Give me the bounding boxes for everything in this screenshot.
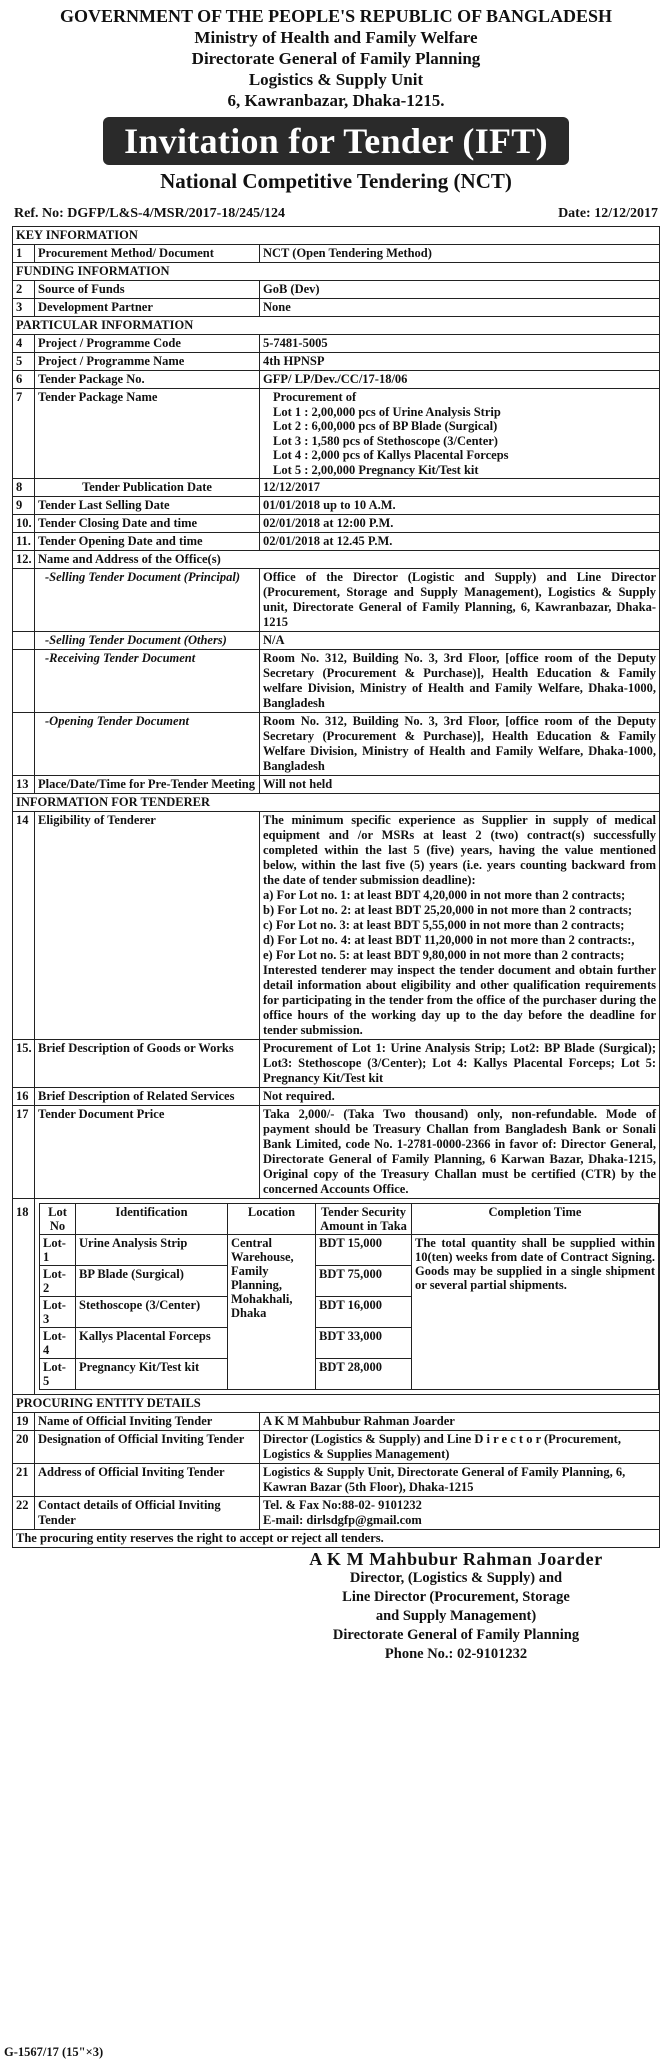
table-row (13, 713, 660, 776)
row-number (13, 569, 35, 632)
row-value (260, 1497, 660, 1530)
row-label: Project / Programme Name (35, 353, 260, 371)
table-row (13, 515, 660, 533)
row-value: Procurement of Lot 1: Urine Analysis Strip; Lot2: BP Blade (Surgical); Lot3: Stethoscope (3/Center); Lot 4: Kallys Placental Forceps; Lot 5: Pregnancy Kit/Test kit (260, 1040, 660, 1088)
row-label: -Selling Tender Document (Principal) (35, 569, 260, 632)
row-value: Office of the Director (Logistic and Supply) and Line Director (Procurement, Storage and Supply Management), Logistics & Supply unit, Directorate General of Family Planning, 6, Kawranbazar, Dhaka-1215 (260, 569, 660, 632)
row-label: -Receiving Tender Document (35, 650, 260, 713)
row-number: 6 (13, 371, 35, 389)
row-number: 5 (13, 353, 35, 371)
row-number: 13 (13, 776, 35, 794)
package-lot: Lot 4 : 2,000 pcs of Kallys Placental Forceps (273, 448, 509, 462)
tender-notice (12, 0, 660, 1664)
contact-email: E-mail: dirlsdgfp@gmail.com (263, 1513, 422, 1527)
row-number: 17 (13, 1106, 35, 1199)
table-row (13, 1431, 660, 1464)
tender-security-amount: BDT 15,000 (316, 1235, 412, 1266)
row-value: 02/01/2018 at 12:00 P.M. (260, 515, 660, 533)
row-label: Tender Document Price (35, 1106, 260, 1199)
row-number (13, 632, 35, 650)
row-value (260, 812, 660, 1040)
row-value: Room No. 312, Building No. 3, 3rd Floor, [office room of the Deputy Secretary (Procurement & Purchase)], Health Education & Family welfare Division, Ministry of Health and Family Welfare, Dhaka-1000, Bangladesh (260, 650, 660, 713)
table-row (13, 371, 660, 389)
eligibility-outro: Interested tenderer may inspect the tender document and obtain further detail information about eligibility and other qualification requirements for participating in the tender from the office of the purchaser during the office hours of the working day up to the day before the deadline for tender submission. (263, 963, 656, 1037)
lot-identification: Kallys Placental Forceps (76, 1328, 228, 1359)
signature-block (12, 1550, 660, 1664)
row-number: 1 (13, 245, 35, 263)
signatory-line-4: Directorate General of Family Planning (332, 1627, 580, 1643)
signatory-line-1: Director, (Logistics & Supply) and (349, 1570, 563, 1586)
eligibility-item: c) For Lot no. 3: at least BDT 5,55,000 in not more than 2 contracts; (263, 918, 625, 932)
row-label: Eligibility of Tenderer (35, 812, 260, 1040)
table-row (13, 1106, 660, 1199)
package-lot: Lot 3 : 1,580 pcs of Stethoscope (3/Center) (273, 433, 498, 448)
lot-table (39, 1203, 659, 1390)
lot-number: Lot-3 (40, 1297, 76, 1328)
table-row (13, 1497, 660, 1530)
row-number: 15. (13, 1040, 35, 1088)
row-label: Address of Official Inviting Tender (35, 1464, 260, 1497)
header-lot-no: Lot No (40, 1204, 76, 1235)
header-line-1: GOVERNMENT OF THE PEOPLE'S REPUBLIC OF BANGLADESH (59, 6, 613, 26)
row-number: 10. (13, 515, 35, 533)
row-value: None (260, 299, 660, 317)
row-number: 2 (13, 281, 35, 299)
row-value: 12/12/2017 (260, 479, 660, 497)
tender-security-amount: BDT 75,000 (316, 1266, 412, 1297)
header-line-2: Ministry of Health and Family Welfare (194, 28, 478, 47)
contact-phone: Tel. & Fax No:88-02- 9101232 (263, 1498, 422, 1512)
header-tender-security: Tender Security Amount in Taka (316, 1204, 412, 1235)
row-value: Room No. 312, Building No. 3, 3rd Floor, [office room of the Deputy Secretary (Procurement & Purchase)], Health Education & Family Welfare Division, Ministry of Health and Family Welfare, Dhaka-1000, Bangladesh (260, 713, 660, 776)
table-row (40, 1235, 659, 1266)
table-row (13, 335, 660, 353)
row-number: 18 (13, 1199, 35, 1395)
table-row (13, 1088, 660, 1106)
row-value: Will not held (260, 776, 660, 794)
row-number: 4 (13, 335, 35, 353)
table-row (13, 533, 660, 551)
row-value: GFP/ LP/Dev./CC/17-18/06 (260, 371, 660, 389)
notice-date: Date: 12/12/2017 (558, 206, 658, 221)
row-value (260, 389, 660, 479)
row-label: Tender Last Selling Date (35, 497, 260, 515)
row-number: 8 (13, 479, 35, 497)
row-number: 16 (13, 1088, 35, 1106)
row-value: Director (Logistics & Supply) and Line D i r e c t o r (Procurement, Logistics & Supplies Management) (260, 1431, 660, 1464)
row-label: Brief Description of Goods or Works (35, 1040, 260, 1088)
tender-security-amount: BDT 28,000 (316, 1359, 412, 1390)
title-banner: Invitation for Tender (IFT) (103, 117, 569, 165)
g-reference: G-1567/17 (15"×3) (4, 2045, 104, 2059)
row-label: Project / Programme Code (35, 335, 260, 353)
lot-number: Lot-4 (40, 1328, 76, 1359)
row-label: Contact details of Official Inviting Tender (35, 1497, 260, 1530)
table-row (13, 1413, 660, 1431)
reserve-note: The procuring entity reserves the right to accept or reject all tenders. (13, 1530, 660, 1548)
table-row (13, 632, 660, 650)
row-value: N/A (260, 632, 660, 650)
signatory-phone: Phone No.: 02-9101232 (384, 1646, 528, 1662)
row-number: 9 (13, 497, 35, 515)
section-information-for-tenderer: INFORMATION FOR TENDERER (13, 794, 660, 812)
subtitle: National Competitive Tendering (NCT) (160, 169, 512, 193)
row-label: Tender Package Name (35, 389, 260, 479)
package-intro: Procurement of (273, 390, 357, 404)
table-row (13, 650, 660, 713)
row-number: 22 (13, 1497, 35, 1530)
table-row (13, 569, 660, 632)
eligibility-item: a) For Lot no. 1: at least BDT 4,20,000 in not more than 2 contracts; (263, 888, 626, 902)
row-number (13, 713, 35, 776)
package-lot: Lot 2 : 6,00,000 pcs of BP Blade (Surgical) (273, 419, 498, 433)
lot-identification: Stethoscope (3/Center) (76, 1297, 228, 1328)
table-row (13, 776, 660, 794)
row-label: Place/Date/Time for Pre-Tender Meeting (35, 776, 260, 794)
tender-security-amount: BDT 33,000 (316, 1328, 412, 1359)
row-label: -Selling Tender Document (Others) (35, 632, 260, 650)
lot-identification: Urine Analysis Strip (76, 1235, 228, 1266)
table-row (13, 497, 660, 515)
header-completion-time: Completion Time (412, 1204, 659, 1235)
table-row (13, 812, 660, 1040)
row-label: Name of Official Inviting Tender (35, 1413, 260, 1431)
header-line-5: 6, Kawranbazar, Dhaka-1215. (227, 91, 445, 110)
row-label: Development Partner (35, 299, 260, 317)
row-label: -Opening Tender Document (35, 713, 260, 776)
row-value: 02/01/2018 at 12.45 P.M. (260, 533, 660, 551)
package-lot: Lot 1 : 2,00,000 pcs of Urine Analysis Strip (273, 404, 501, 419)
delivery-location: Central Warehouse, Family Planning, Mohakhali, Dhaka (228, 1235, 316, 1390)
row-value: 5-7481-5005 (260, 335, 660, 353)
header-line-4: Logistics & Supply Unit (248, 70, 424, 89)
row-label: Designation of Official Inviting Tender (35, 1431, 260, 1464)
lot-number: Lot-2 (40, 1266, 76, 1297)
row-label: Brief Description of Related Services (35, 1088, 260, 1106)
lot-number: Lot-1 (40, 1235, 76, 1266)
eligibility-item: b) For Lot no. 2: at least BDT 25,20,000 in not more than 2 contracts; (263, 903, 633, 917)
row-number: 19 (13, 1413, 35, 1431)
row-label: Name and Address of the Office(s) (35, 551, 660, 569)
eligibility-intro: The minimum specific experience as Supplier in supply of medical equipment and /or MSRs at least 2 (two) contract(s) successfully completed within the last 5 (five) years, having the value mentioned below, within the last five (5) years (i.e. years counting backward from the date of tender submission deadline): (263, 813, 656, 887)
signatory-line-3: and Supply Management) (375, 1608, 537, 1624)
row-number: 20 (13, 1431, 35, 1464)
row-value: A K M Mahbubur Rahman Joarder (260, 1413, 660, 1431)
row-value: GoB (Dev) (260, 281, 660, 299)
row-number: 12. (13, 551, 35, 569)
lot-table-header (40, 1204, 659, 1235)
row-number: 14 (13, 812, 35, 1040)
row-number: 21 (13, 1464, 35, 1497)
table-row (13, 245, 660, 263)
table-row (13, 1199, 660, 1395)
reference-row (12, 206, 660, 226)
row-label: Procurement Method/ Document (35, 245, 260, 263)
header (12, 6, 660, 111)
signatory-name: A K M Mahbubur Rahman Joarder (309, 1549, 603, 1569)
row-value: NCT (Open Tendering Method) (260, 245, 660, 263)
table-row (13, 353, 660, 371)
table-row (13, 389, 660, 479)
table-row (13, 479, 660, 497)
row-label: Tender Package No. (35, 371, 260, 389)
row-number: 11. (13, 533, 35, 551)
signatory-line-2: Line Director (Procurement, Storage (342, 1589, 570, 1605)
lot-identification: BP Blade (Surgical) (76, 1266, 228, 1297)
header-location: Location (228, 1204, 316, 1235)
table-row (13, 1464, 660, 1497)
lot-identification: Pregnancy Kit/Test kit (76, 1359, 228, 1390)
completion-time: The total quantity shall be supplied within 10(ten) weeks from date of Contract Signing. Goods may be supplied in a single shipment or several partial shipments. (412, 1235, 659, 1390)
eligibility-item: e) For Lot no. 5: at least BDT 9,80,000 in not more than 2 contracts; (263, 948, 625, 962)
section-funding-information: FUNDING INFORMATION (13, 263, 660, 281)
row-value: Not required. (260, 1088, 660, 1106)
row-label: Tender Closing Date and time (35, 515, 260, 533)
header-identification: Identification (76, 1204, 228, 1235)
row-value: Logistics & Supply Unit, Directorate General of Family Planning, 6, Kawran Bazar (5th Floor), Dhaka-1215 (260, 1464, 660, 1497)
row-label: Source of Funds (35, 281, 260, 299)
row-label: Tender Opening Date and time (35, 533, 260, 551)
row-number: 7 (13, 389, 35, 479)
table-row (13, 1040, 660, 1088)
tender-table (12, 226, 660, 1548)
table-row (13, 281, 660, 299)
section-key-information: KEY INFORMATION (13, 227, 660, 245)
tender-security-amount: BDT 16,000 (316, 1297, 412, 1328)
reference-number: Ref. No: DGFP/L&S-4/MSR/2017-18/245/124 (14, 206, 286, 221)
table-row (13, 299, 660, 317)
row-number: 3 (13, 299, 35, 317)
section-procuring-entity-details: PROCURING ENTITY DETAILS (13, 1395, 660, 1413)
row-number (13, 650, 35, 713)
lot-table-cell (35, 1199, 660, 1395)
header-line-3: Directorate General of Family Planning (191, 49, 481, 68)
package-lot: Lot 5 : 2,00,000 Pregnancy Kit/Test kit (273, 462, 479, 477)
table-row (13, 551, 660, 569)
eligibility-item: d) For Lot no. 4: at least BDT 11,20,000 in not more than 2 contracts:, (263, 933, 635, 947)
lot-number: Lot-5 (40, 1359, 76, 1390)
row-value: Taka 2,000/- (Taka Two thousand) only, non-refundable. Mode of payment should be Treasury Challan from Bangladesh Bank or Sonali Bank Limited, code No. 1-2781-0000-2366 in favor of: Director General, Directorate General of Family Planning, 6 Karwan Bazar, Dhaka-1215, Original copy of the Treasury Challan must be certified (CTR) by the concerned Accounts Office. (260, 1106, 660, 1199)
section-particular-information: PARTICULAR INFORMATION (13, 317, 660, 335)
row-label: Tender Publication Date (35, 479, 260, 497)
row-value: 01/01/2018 up to 10 A.M. (260, 497, 660, 515)
row-value: 4th HPNSP (260, 353, 660, 371)
